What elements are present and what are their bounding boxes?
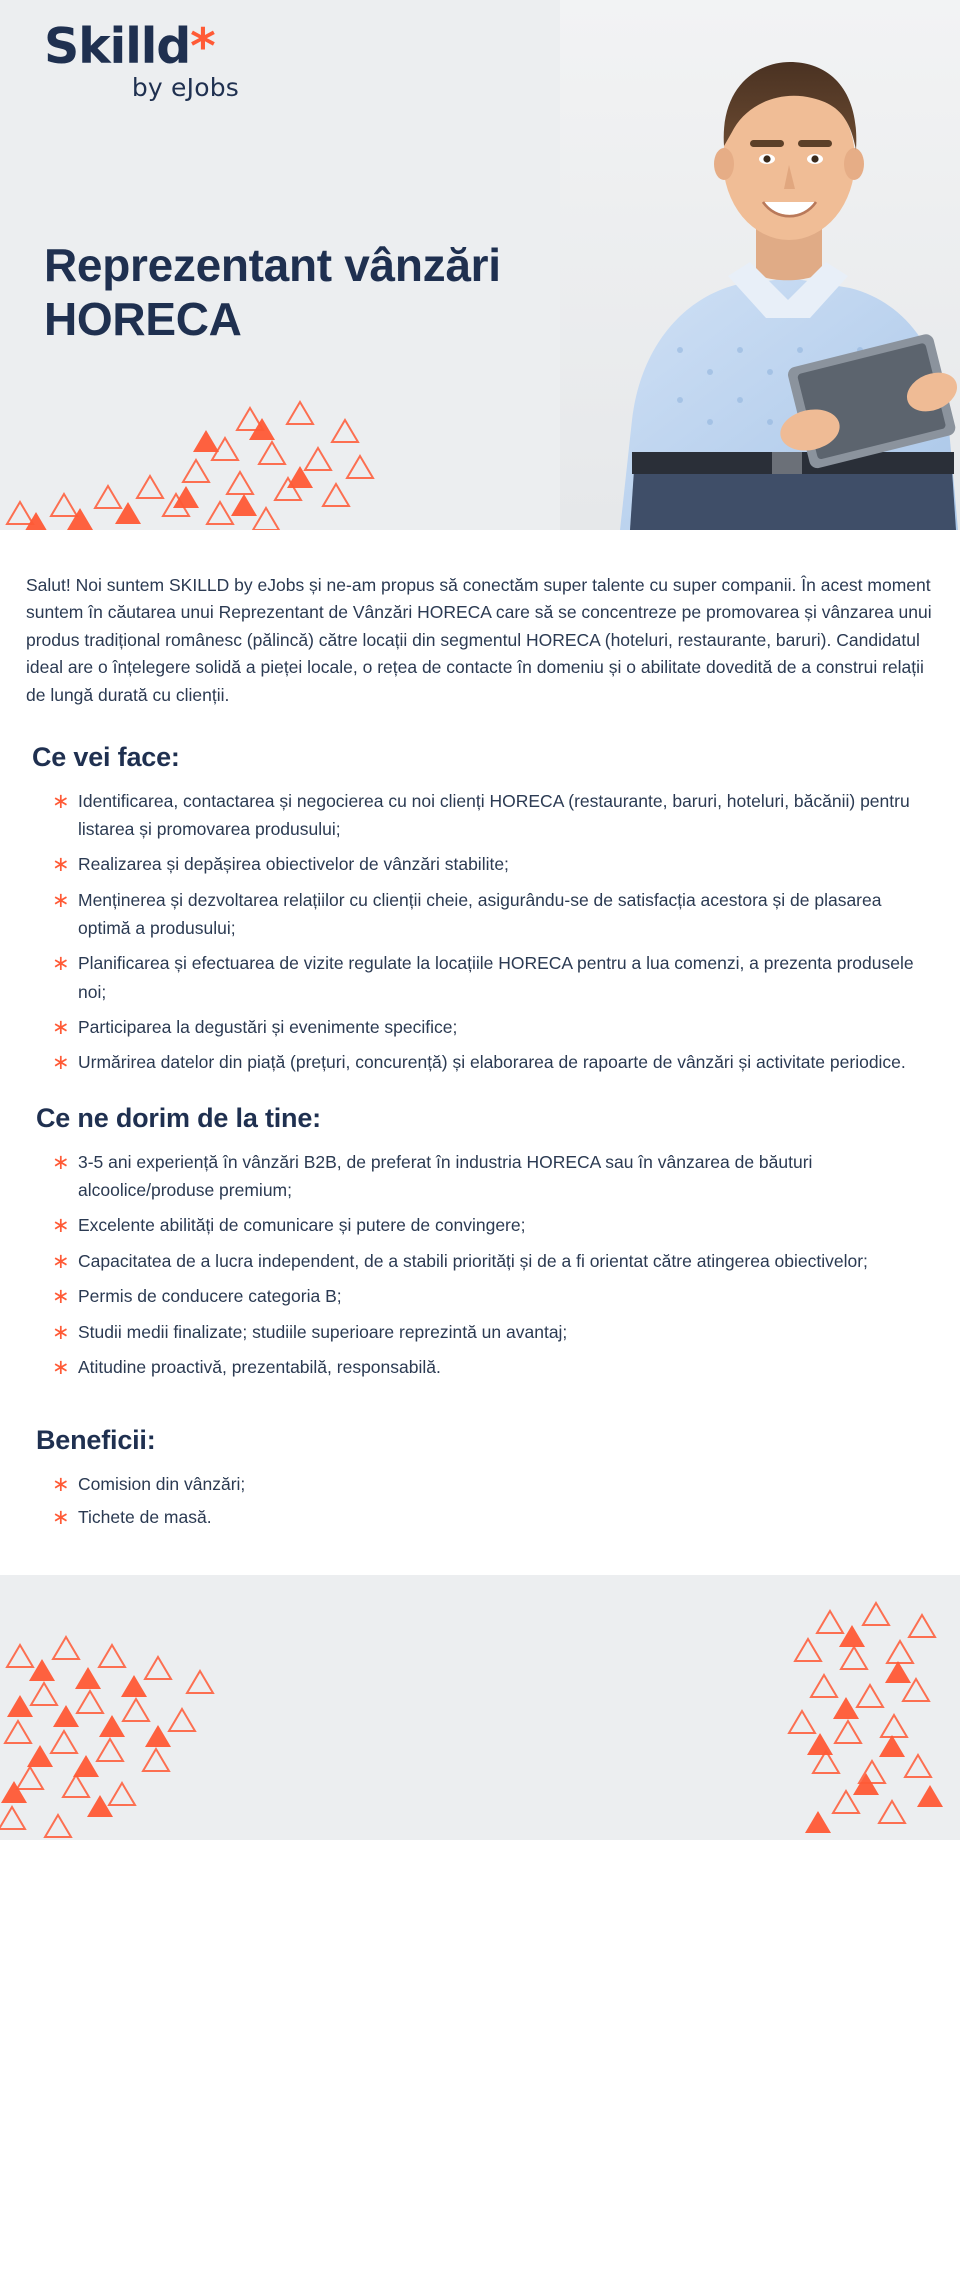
triangle-decoration-top [0, 390, 560, 530]
list-item: ∗ Planificarea și efectuarea de vizite regulate la locațiile HORECA pentru a lua comenzi, a prezenta produsele noi; [52, 949, 928, 1006]
logo-main-text: Skilld [44, 18, 191, 75]
list-item: ∗ Menținerea și dezvoltarea relațiilor cu clienții cheie, asigurându-se de satisfacția acestora și de plasarea optimă a produsului; [52, 886, 928, 943]
list-item: ∗ Realizarea și depășirea obiectivelor de vânzări stabilite; [52, 850, 928, 878]
list-item: ∗ Atitudine proactivă, prezentabilă, responsabilă. [52, 1353, 928, 1381]
hero-photo [560, 0, 960, 530]
footer-banner [0, 1575, 960, 1840]
logo-asterisk: * [190, 18, 215, 75]
list-item: ∗ 3-5 ani experiență în vânzări B2B, de preferat în industria HORECA sau în vânzarea de băuturi alcoolice/produse premium; [52, 1148, 928, 1205]
content-spacer [22, 1535, 938, 1565]
list-item: ∗ Urmărirea datelor din piață (prețuri, concurență) și elaborarea de rapoarte de vânzări și activitate periodice. [52, 1048, 928, 1076]
list-item: ∗ Comision din vânzări; [52, 1470, 928, 1498]
list-item: ∗ Excelente abilități de comunicare și putere de convingere; [52, 1211, 928, 1239]
benefits-list [22, 1470, 938, 1531]
responsibilities-list [22, 787, 938, 1077]
page-title: Reprezentant vânzări HORECA [44, 239, 501, 346]
list-item: ∗ Permis de conducere categoria B; [52, 1282, 928, 1310]
intro-paragraph: Salut! Noi suntem SKILLD by eJobs și ne-am propus să conectăm super talente cu super companii. În acest moment suntem în căutarea unui Reprezentant de Vânzări HORECA care să se concentreze pe promovarea și vânzarea unui produs tradițional românesc (pălincă) către locații din segmentul HORECA (hoteluri, restaurante, baruri). Candidatul ideal are o înțelegere solidă a pieței locale, o rețea de contacte în domeniu și o abilitate dovedită de a construi relații de lungă durată cu clienții. [26, 574, 932, 706]
logo-wordmark [44, 18, 274, 75]
job-description-body [0, 548, 960, 1565]
section-heading-requirements: Ce ne dorim de la tine: [36, 1102, 321, 1133]
section-heading-responsibilities: Ce vei face: [32, 741, 180, 772]
section-heading-benefits: Beneficii: [36, 1425, 156, 1456]
list-item: ∗ Tichete de masă. [52, 1503, 928, 1531]
list-item: ∗ Studii medii finalizate; studiile superioare reprezintă un avantaj; [52, 1318, 928, 1346]
logo-subtitle: by eJobs [131, 73, 239, 102]
brand-logo [44, 18, 274, 102]
hero-banner [0, 0, 960, 530]
list-item: ∗ Identificarea, contactarea și negocierea cu noi clienți HORECA (restaurante, baruri, hoteluri, băcănii) pentru listarea și promovarea produsului; [52, 787, 928, 844]
list-item: ∗ Participarea la degustări și evenimente specifice; [52, 1013, 928, 1041]
requirements-list [22, 1148, 938, 1381]
list-item: ∗ Capacitatea de a lucra independent, de a stabili priorități și de a fi orientat către atingerea obiectivelor; [52, 1247, 928, 1275]
triangle-decoration-bottom [0, 1575, 960, 1840]
